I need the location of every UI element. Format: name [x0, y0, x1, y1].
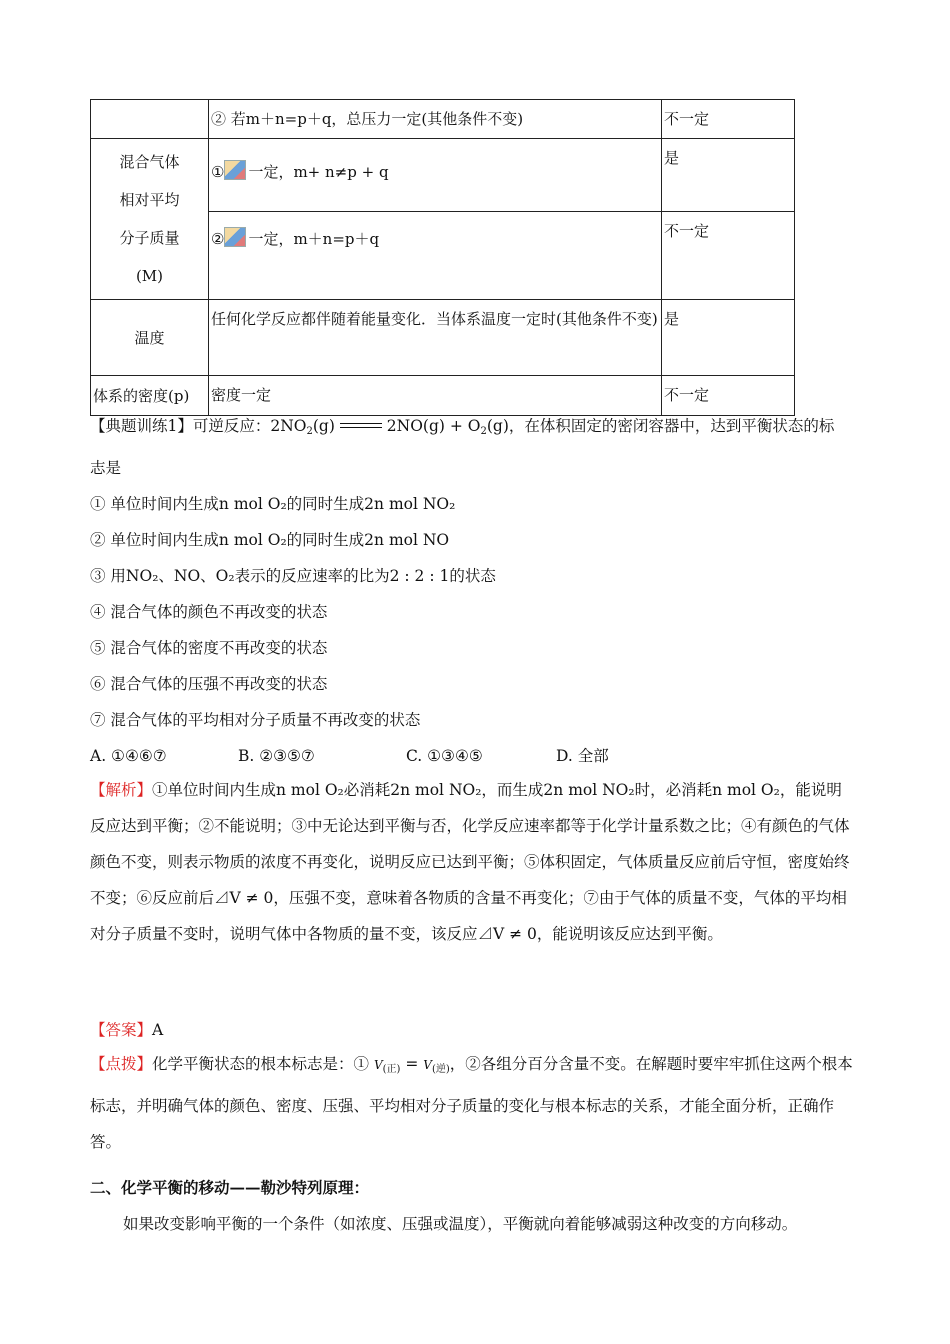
- problem-header-cont: 志是: [90, 459, 122, 477]
- list-item: ③ 用NO₂、NO、O₂表示的反应速率的比为2 : 2 : 1的状态: [90, 567, 496, 585]
- table-cell: ① 一定，m+ n≠p + q: [209, 139, 662, 212]
- tip-tag: 【点拨】: [90, 1055, 153, 1073]
- list-item: ⑤ 混合气体的密度不再改变的状态: [90, 639, 328, 657]
- table-row: [91, 100, 795, 139]
- table-cell-molar-label: [91, 139, 209, 300]
- list-item: ④ 混合气体的颜色不再改变的状态: [90, 603, 328, 621]
- table-cell: 体系的密度(p): [91, 376, 209, 416]
- list-item: ⑥ 混合气体的压强不再改变的状态: [90, 675, 328, 693]
- section-heading: 二、化学平衡的移动——勒沙特列原理：: [90, 1178, 370, 1197]
- option-d: D. 全部: [556, 747, 609, 765]
- table-cell: 是: [662, 139, 795, 212]
- table-cell: 是: [662, 300, 795, 376]
- image-placeholder-icon: [224, 160, 246, 180]
- analysis-paragraph: 【解析】①单位时间内生成n mol O₂必消耗2n mol NO₂，而生成2n mol NO₂时，必消耗n mol O₂，能说明反应达到平衡；②不能说明；③中无论达到平衡与否，化学反应速率都等于化学计量系数之比；④有颜色的气体颜色不变，则表示物质的浓度不再变化，说明反应已达到平衡；⑤体积固定，气体质量反应前后守恒，密度始终不变；⑥反应前后⊿V ≠ 0，压强不变，意味着各物质的含量不再变化；⑦由于气体的质量不变，气体的平均相对分子质量不变时，说明气体中各物质的量不变，该反应⊿V ≠ 0，能说明该反应达到平衡。: [90, 781, 850, 943]
- reversible-arrow-icon: [340, 422, 382, 432]
- options-row: [90, 744, 609, 766]
- table-row: [91, 300, 795, 376]
- table-row: [91, 376, 795, 416]
- list-item: ⑦ 混合气体的平均相对分子质量不再改变的状态: [90, 711, 421, 729]
- image-placeholder-icon: [224, 227, 246, 247]
- tip-paragraph: 【点拨】化学平衡状态的根本标志是：① $V_{(正)} = V_{(逆)}$，②各组分百分含量不变。在解题时要牢牢抓住这两个根本标志，并明确气体的颜色、密度、压强、平均相对分子质量的变化与根本标志的关系，才能全面分析，正确作答。: [90, 1055, 853, 1151]
- table-cell: 任何化学反应都伴随着能量变化．当体系温度一定时(其他条件不变): [209, 300, 662, 376]
- table-cell: ② 一定，m＋n=p＋q: [209, 211, 662, 299]
- answer-tag: 【答案】: [90, 1021, 153, 1039]
- table-cell: [91, 100, 209, 139]
- table-cell: 不一定: [662, 100, 795, 139]
- problem-header: 【典题训练1】可逆反应：$2NO_2(g) 2NO(g) + O_2(g)$，在体积固定的密闭容器中，达到平衡状态的标: [90, 417, 835, 437]
- table-cell: 密度一定: [209, 376, 662, 416]
- table-cell: 不一定: [662, 376, 795, 416]
- criteria-table: [90, 99, 795, 416]
- answer-line: 【答案】A: [90, 1021, 164, 1039]
- list-item: ② 单位时间内生成n mol O₂的同时生成2n mol NO: [90, 531, 450, 549]
- analysis-tag: 【解析】: [90, 781, 153, 799]
- option-c: C. ①③④⑤: [406, 747, 483, 765]
- option-b: B. ②③⑤⑦: [238, 747, 315, 765]
- table-cell: 不一定: [662, 211, 795, 299]
- table-cell: 温度: [91, 300, 209, 376]
- table-cell: ② 若m＋n=p＋q，总压力一定(其他条件不变): [209, 100, 662, 139]
- row-label: 混合气体相对平均分子质量(M): [119, 153, 180, 285]
- list-item: ① 单位时间内生成n mol O₂的同时生成2n mol NO₂: [90, 495, 456, 513]
- table-row: [91, 139, 795, 212]
- option-a: A. ①④⑥⑦: [90, 747, 167, 765]
- section-body: 如果改变影响平衡的一个条件（如浓度、压强或温度），平衡就向着能够减弱这种改变的方向移动。: [123, 1215, 798, 1233]
